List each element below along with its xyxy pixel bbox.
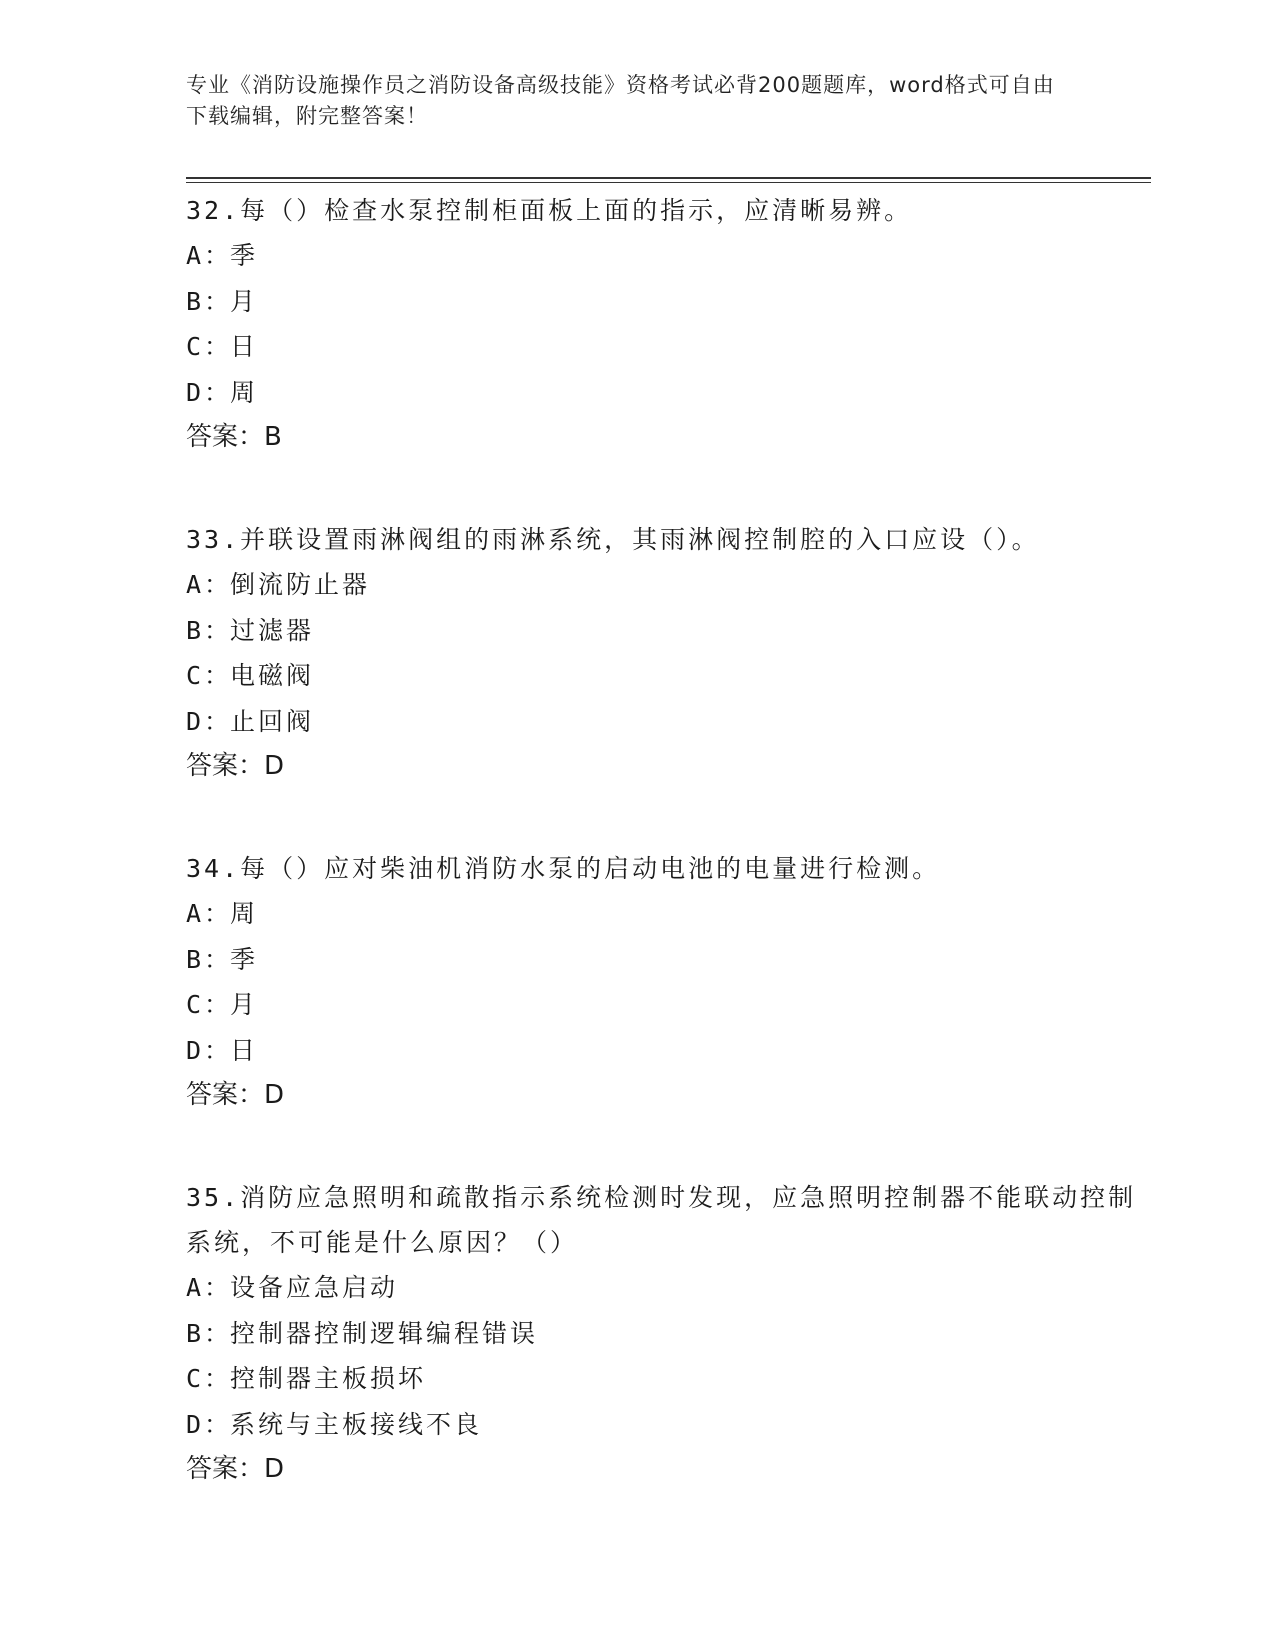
option-b — [186, 279, 1151, 325]
option-d — [186, 699, 1151, 745]
option-letter: A： — [186, 241, 233, 270]
option-text: 月 — [230, 286, 259, 316]
option-letter: B： — [186, 286, 233, 316]
option-text: 电磁阀 — [230, 661, 315, 690]
question-list — [186, 188, 1151, 1549]
question-stem: 35.消防应急照明和疏散指示系统检测时发现，应急照明控制器不能联动控制系统，不可能是什么原因？（） — [186, 1183, 1137, 1257]
option-text: 周 — [230, 899, 259, 928]
question-33 — [186, 517, 1151, 789]
option-letter: B： — [186, 944, 233, 974]
answer-line: 答案：B — [186, 422, 282, 452]
option-b — [186, 937, 1151, 983]
header-divider-thick — [186, 177, 1151, 179]
option-letter: C： — [186, 990, 233, 1019]
answer-line: 答案：D — [186, 1454, 285, 1484]
option-b — [186, 608, 1151, 654]
option-text: 系统与主板接线不良 — [230, 1409, 483, 1439]
option-text: 控制器控制逻辑编程错误 — [230, 1318, 539, 1348]
answer-line: 答案：D — [186, 751, 285, 781]
option-text: 季 — [230, 944, 259, 974]
option-letter: A： — [186, 570, 233, 599]
document-header: 专业《消防设施操作员之消防设备高级技能》资格考试必背200题题库，word格式可自由下载编辑，附完整答案！ — [186, 73, 1055, 128]
option-letter: C： — [186, 1364, 233, 1393]
header-divider-thin — [186, 182, 1151, 183]
option-a — [186, 562, 1151, 608]
question-stem: 33.并联设置雨淋阀组的雨淋系统，其雨淋阀控制腔的入口应设（）。 — [186, 525, 1040, 554]
option-a — [186, 1265, 1151, 1311]
option-a — [186, 891, 1151, 937]
question-32 — [186, 188, 1151, 460]
option-c — [186, 982, 1151, 1028]
option-d — [186, 370, 1151, 416]
answer-line: 答案：D — [186, 1080, 285, 1110]
option-text: 日 — [230, 1035, 259, 1065]
option-letter: A： — [186, 899, 233, 928]
option-letter: C： — [186, 332, 233, 361]
option-text: 季 — [230, 241, 259, 270]
option-c — [186, 1356, 1151, 1402]
option-text: 设备应急启动 — [230, 1273, 399, 1302]
option-d — [186, 1402, 1151, 1448]
option-text: 日 — [230, 332, 259, 361]
option-letter: B： — [186, 615, 233, 645]
option-b — [186, 1311, 1151, 1357]
option-text: 过滤器 — [230, 615, 315, 645]
option-letter: B： — [186, 1318, 233, 1348]
question-stem: 34.每（）应对柴油机消防水泵的启动电池的电量进行检测。 — [186, 854, 941, 883]
option-letter: C： — [186, 661, 233, 690]
option-letter: D： — [186, 706, 233, 736]
question-35 — [186, 1175, 1151, 1492]
option-a — [186, 233, 1151, 279]
option-c — [186, 653, 1151, 699]
option-d — [186, 1028, 1151, 1074]
option-letter: A： — [186, 1273, 233, 1302]
option-text: 止回阀 — [230, 706, 315, 736]
option-c — [186, 324, 1151, 370]
option-letter: D： — [186, 377, 233, 407]
option-text: 周 — [230, 377, 259, 407]
option-text: 控制器主板损坏 — [230, 1364, 427, 1393]
option-letter: D： — [186, 1035, 233, 1065]
question-34 — [186, 846, 1151, 1118]
option-letter: D： — [186, 1409, 233, 1439]
option-text: 倒流防止器 — [230, 570, 371, 599]
option-text: 月 — [230, 990, 259, 1019]
question-stem: 32.每（）检查水泵控制柜面板上面的指示，应清晰易辨。 — [186, 196, 913, 225]
